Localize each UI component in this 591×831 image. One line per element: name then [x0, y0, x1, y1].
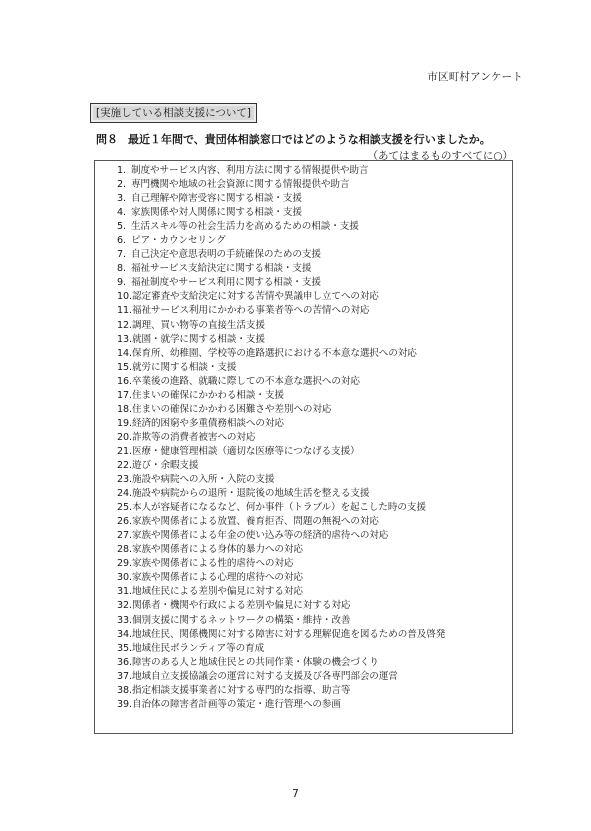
option-item[interactable]: [117, 501, 512, 515]
option-label: 個別支援に関するネットワークの構築・維持・改善: [131, 614, 351, 626]
option-label: 指定相談支援事業者に対する専門的な指導、助言等: [131, 684, 351, 696]
option-number: 19.: [117, 417, 132, 429]
option-number: 15.: [117, 361, 132, 373]
survey-header-label: 市区町村アンケート: [427, 71, 523, 83]
option-label: 就園・就学に関する相談・支援: [131, 333, 265, 345]
option-number: 12.: [117, 319, 132, 331]
option-label: 家族関係や対人関係に関する相談・支援: [131, 207, 302, 219]
option-item[interactable]: [117, 487, 512, 501]
option-label: 遊び・余暇支援: [131, 459, 199, 471]
option-item[interactable]: [117, 684, 512, 698]
option-number: 23.: [117, 474, 132, 486]
option-label: 本人が容疑者になるなど、何か事件（トラブル）を起こした時の支援: [131, 502, 426, 514]
option-number: 13.: [117, 333, 132, 345]
option-item[interactable]: [117, 529, 512, 543]
option-number: 26.: [117, 516, 132, 528]
option-label: 地域自立支援協議会の運営に対する支援及び各専門部会の運営: [131, 670, 398, 682]
option-label: 医療・健康管理相談（適切な医療等につなげる支援）: [131, 445, 360, 457]
option-label: 障害のある人と地域住民との共同作業・体験の機会づくり: [131, 656, 379, 668]
option-number: 34.: [117, 628, 132, 640]
section-title: [実施している相談支援について]: [90, 103, 257, 123]
option-number: 14.: [117, 347, 132, 359]
option-item[interactable]: [117, 656, 512, 670]
option-number: 10.: [117, 291, 132, 303]
option-label: 地域住民ボランティア等の育成: [131, 642, 265, 654]
option-item[interactable]: [117, 361, 512, 375]
option-item[interactable]: [117, 389, 512, 403]
option-item[interactable]: [117, 571, 512, 585]
option-number: 20.: [117, 431, 132, 443]
option-number: 39.: [117, 698, 132, 710]
option-label: 調理、買い物等の直接生活支援: [131, 319, 265, 331]
option-item[interactable]: [117, 599, 512, 613]
option-item[interactable]: [117, 515, 512, 529]
option-label: 保育所、幼稚園、学校等の進路選択における不本意な選択への対応: [131, 347, 417, 359]
question-text: 最近１年間で、貴団体相談窓口ではどのような相談支援を行いましたか。: [128, 133, 491, 146]
option-item[interactable]: [117, 206, 512, 220]
option-number: 37.: [117, 670, 132, 682]
option-number: 6.: [117, 235, 126, 247]
option-item[interactable]: [117, 543, 512, 557]
option-item[interactable]: [117, 178, 512, 192]
option-label: 施設や病院への入所・入院の支援: [131, 474, 275, 486]
option-label: 就労に関する相談・支援: [131, 361, 237, 373]
option-number: 8.: [117, 263, 126, 275]
option-item[interactable]: [117, 192, 512, 206]
option-label: 家族や関係者による身体的暴力への対応: [131, 544, 303, 556]
option-number: 31.: [117, 586, 132, 598]
option-number: 29.: [117, 558, 132, 570]
option-number: 21.: [117, 445, 132, 457]
option-label: 自己決定や意思表明の手続確保のための支援: [131, 249, 321, 261]
option-number: 28.: [117, 544, 132, 556]
option-label: 認定審査や支給決定に対する苦情や異議申し立てへの対応: [131, 291, 379, 303]
option-label: 家族や関係者による性的虐待への対応: [131, 558, 294, 570]
option-label: 家族や関係者による年金の使い込み等の経済的虐待への対応: [131, 530, 389, 542]
option-number: 5.: [117, 221, 126, 233]
option-label: 住まいの確保にかかわる困難さや差別への対応: [131, 403, 332, 415]
option-number: 17.: [117, 389, 132, 401]
option-label: 自治体の障害者計画等の策定・進行管理への参画: [131, 698, 341, 710]
option-label: 施設や病院からの退所・退院後の地域生活を整える支援: [131, 488, 370, 500]
option-item[interactable]: [117, 347, 512, 361]
option-number: 7.: [117, 249, 126, 261]
option-item[interactable]: [117, 642, 512, 656]
option-label: 生活スキル等の社会生活力を高めるための相談・支援: [131, 221, 359, 233]
option-item[interactable]: [117, 248, 512, 262]
option-item[interactable]: [117, 628, 512, 642]
option-item[interactable]: [117, 276, 512, 290]
option-number: 27.: [117, 530, 132, 542]
option-label: 詐欺等の消費者被害への対応: [131, 431, 256, 443]
option-item[interactable]: [117, 304, 512, 318]
option-label: 制度やサービス内容、利用方法に関する情報提供や助言: [131, 165, 369, 176]
option-number: 30.: [117, 572, 132, 584]
option-number: 22.: [117, 459, 132, 471]
option-label: 専門機関や地域の社会資源に関する情報提供や助言: [131, 179, 350, 191]
option-number: 4.: [117, 207, 126, 219]
option-item[interactable]: [117, 164, 512, 178]
option-number: 35.: [117, 642, 132, 654]
option-number: 25.: [117, 502, 132, 514]
option-number: 32.: [117, 600, 132, 612]
option-number: 3.: [117, 193, 126, 205]
option-label: 家族や関係者による放置、養育拒否、問題の無視への対応: [131, 516, 379, 528]
option-item[interactable]: [117, 403, 512, 417]
option-number: 16.: [117, 375, 132, 387]
option-number: 11.: [117, 305, 132, 317]
option-item[interactable]: [117, 614, 512, 628]
option-label: 福祉制度やサービス利用に関する相談・支援: [131, 277, 321, 289]
option-item[interactable]: [117, 557, 512, 571]
option-item[interactable]: [117, 333, 512, 347]
option-item[interactable]: [117, 431, 512, 445]
option-number: 2.: [117, 179, 126, 191]
options-box: [94, 160, 513, 734]
page-number: 7: [292, 788, 299, 800]
option-label: 住まいの確保にかかわる相談・支援: [131, 389, 284, 401]
option-item[interactable]: [117, 220, 512, 234]
option-item[interactable]: [117, 698, 512, 712]
option-item[interactable]: [117, 585, 512, 599]
option-number: 24.: [117, 488, 132, 500]
option-label: 卒業後の進路、就職に際しての不本意な選択への対応: [131, 375, 360, 387]
option-label: 自己理解や障害受容に関する相談・支援: [131, 193, 302, 205]
option-label: 福祉サービス支給決定に関する相談・支援: [131, 263, 312, 275]
question-instruction: （あてはまるものすべてに○）: [367, 150, 513, 162]
option-item[interactable]: [117, 290, 512, 304]
option-number: 9.: [117, 277, 126, 289]
option-label: 関係者・機関や行政による差別や偏見に対する対応: [131, 600, 351, 612]
option-label: 経済的困窮や多重債務相談への対応: [131, 417, 284, 429]
question: [96, 131, 536, 147]
option-label: 家族や関係者による心理的虐待への対応: [131, 572, 303, 584]
option-item[interactable]: [117, 473, 512, 487]
option-item[interactable]: [117, 417, 512, 431]
option-number: 38.: [117, 684, 132, 696]
option-number: 18.: [117, 403, 132, 415]
option-number: 1.: [117, 165, 126, 176]
options-list: [95, 161, 512, 712]
option-item[interactable]: [117, 459, 512, 473]
option-item[interactable]: [117, 234, 512, 248]
option-item[interactable]: [117, 445, 512, 459]
option-label: 地域住民、関係機関に対する障害に対する理解促進を図るための普及啓発: [131, 628, 446, 640]
option-label: 福祉サービス利用にかかわる事業者等への苦情への対応: [131, 305, 370, 317]
option-number: 33.: [117, 614, 132, 626]
option-item[interactable]: [117, 262, 512, 276]
option-item[interactable]: [117, 670, 512, 684]
option-item[interactable]: [117, 319, 512, 333]
option-label: ピア・カウンセリング: [131, 235, 226, 247]
option-item[interactable]: [117, 375, 512, 389]
option-label: 地域住民による差別や偏見に対する対応: [131, 586, 303, 598]
question-number: 問８: [96, 133, 118, 146]
option-number: 36.: [117, 656, 132, 668]
